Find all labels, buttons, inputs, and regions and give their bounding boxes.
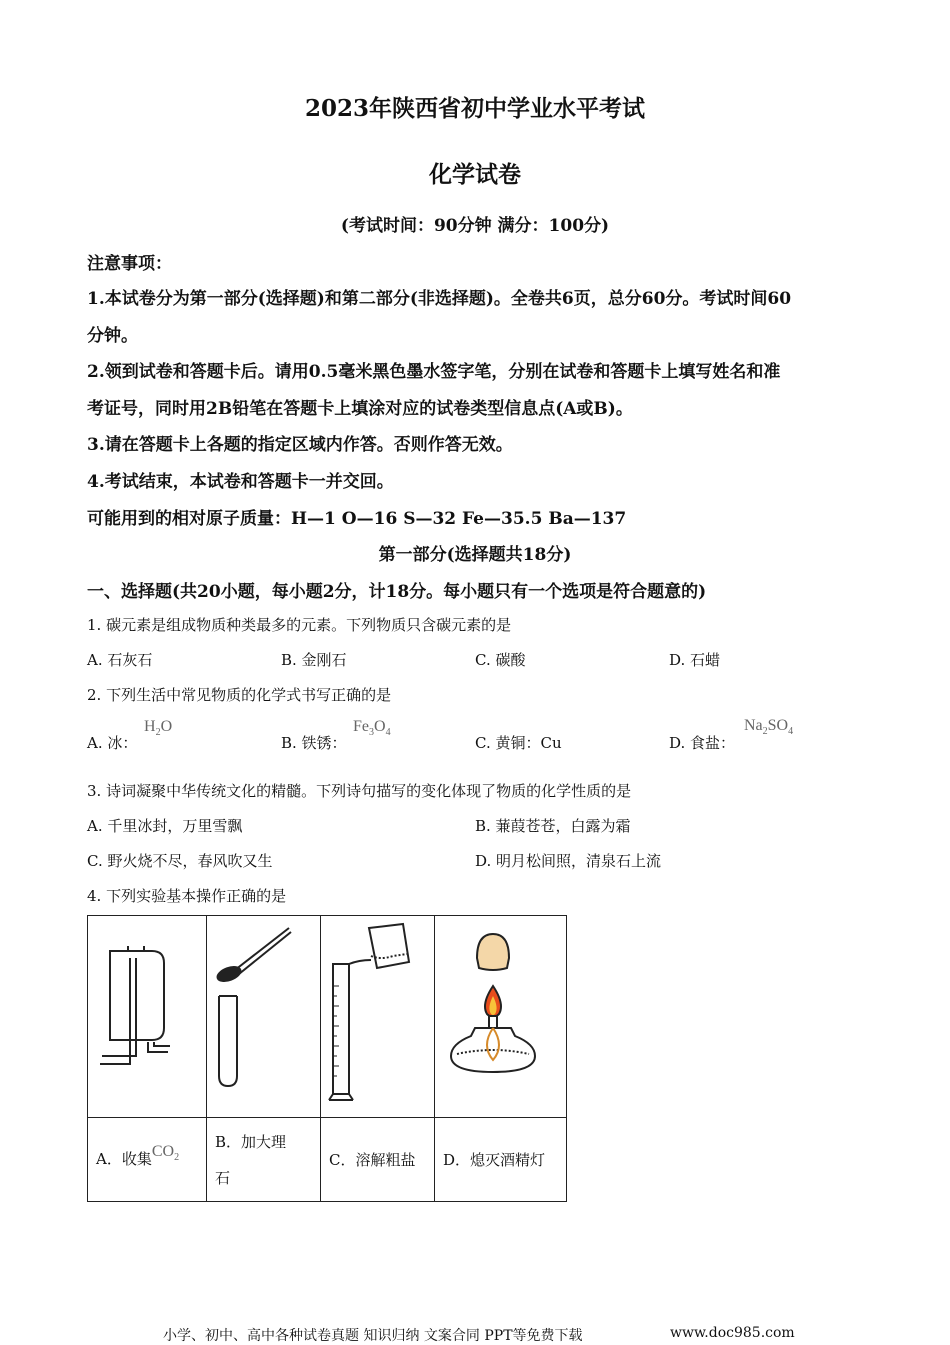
q4-options-table <box>87 915 567 1202</box>
q2-option-b-formula: $Fe_3O_4$ <box>353 718 391 739</box>
q3-option-d: D. 明月松间照，清泉石上流 <box>475 852 662 870</box>
q4-stem: 4. 下列实验基本操作正确的是 <box>87 887 287 905</box>
notice-item-2-line-2: 考证号，同时用2B铅笔在答题卡上填涂对应的试卷类型信息点(A或B)。 <box>87 399 633 419</box>
q3-option-b: B. 蒹葭苍苍，白露为霜 <box>475 817 631 835</box>
section-heading: 一、选择题(共20小题，每小题2分，计18分。每小题只有一个选项是符合题意的) <box>87 582 707 602</box>
q4-figure-d <box>435 916 567 1118</box>
q2-option-c: C. 黄铜：Cu <box>475 734 562 752</box>
notice-item-4: 4.考试结束，本试卷和答题卡一并交回。 <box>87 472 394 492</box>
footer-url[interactable]: www.doc985.com <box>670 1325 795 1341</box>
q1-option-a: A. 石灰石 <box>87 651 153 669</box>
spoon-test-tube-figure <box>207 916 320 1113</box>
q4-figure-b <box>207 916 321 1118</box>
spoon-handle <box>235 928 289 970</box>
footer-text: 小学、初中、高中各种试卷真题 知识归纳 文案合同 PPT等免费下载 <box>163 1328 583 1344</box>
q1-option-d: D. 石蜡 <box>669 651 721 669</box>
exam-info: (考试时间：90分钟 满分：100分) <box>340 216 610 236</box>
q2-option-d-formula: $Na_2SO_4$ <box>744 717 794 738</box>
notice-heading: 注意事项： <box>87 254 172 274</box>
q2-option-b-label: B. 铁锈： <box>281 734 347 752</box>
q4-option-b <box>207 1118 321 1202</box>
q4-option-b-label-line-1: B．加大理 <box>215 1132 287 1151</box>
notice-item-1-line-1: 1.本试卷分为第一部分(选择题)和第二部分(非选择题)。全卷共6页，总分60分。考试时间60 <box>87 289 792 309</box>
q4-option-d: D．熄灭酒精灯 <box>435 1118 567 1202</box>
q3-option-a: A. 千里冰封，万里雪飘 <box>87 817 243 835</box>
q4-option-a <box>88 1118 207 1202</box>
q1-option-b: B. 金刚石 <box>281 651 347 669</box>
q1-option-c: C. 碳酸 <box>475 651 526 669</box>
q4-option-b-label-line-2: 石 <box>215 1168 231 1187</box>
q4-option-a-label: A．收集 <box>96 1149 152 1168</box>
atomic-masses: 可能用到的相对原子质量：H—1 O—16 S—32 Fe—35.5 Ba—137 <box>87 509 627 529</box>
notice-item-2-line-1: 2.领到试卷和答题卡后。请用0.5毫米黑色墨水签字笔，分别在试卷和答题卡上填写姓名和准 <box>87 362 781 382</box>
q1-stem: 1. 碳元素是组成物质种类最多的元素。下列物质只含碳元素的是 <box>87 616 512 634</box>
gas-collection-bottle-figure <box>88 916 206 1113</box>
beaker <box>369 924 409 968</box>
notice-item-1-line-2: 分钟。 <box>87 326 138 346</box>
q4-option-c: C．溶解粗盐 <box>321 1118 435 1202</box>
test-tube <box>219 996 237 1086</box>
lamp-cap <box>477 934 509 970</box>
spoon-bowl <box>216 964 243 983</box>
notice-item-3: 3.请在答题卡上各题的指定区域内作答。否则作答无效。 <box>87 435 513 455</box>
q2-option-d-label: D. 食盐： <box>669 734 736 752</box>
q4-figure-c <box>321 916 435 1118</box>
q4-option-a-formula: $CO_2$ <box>151 1142 180 1164</box>
subject-title: 化学试卷 <box>429 161 521 188</box>
exam-title: 2023年陕西省初中学业水平考试 <box>304 95 645 122</box>
part1-heading: 第一部分(选择题共18分) <box>378 545 572 565</box>
cylinder <box>333 964 349 1094</box>
q4-figure-a <box>88 916 207 1118</box>
graduated-cylinder-figure <box>321 916 434 1113</box>
alcohol-lamp-figure <box>435 916 566 1113</box>
q2-stem: 2. 下列生活中常见物质的化学式书写正确的是 <box>87 686 392 704</box>
q2-option-a-formula: $H_2O$ <box>144 718 173 739</box>
q3-stem: 3. 诗词凝聚中华传统文化的精髓。下列诗句描写的变化体现了物质的化学性质的是 <box>87 782 632 800</box>
q3-option-c: C. 野火烧不尽，春风吹又生 <box>87 852 273 870</box>
inlet-tube <box>100 958 130 1064</box>
q2-option-a-label: A. 冰： <box>87 734 138 752</box>
